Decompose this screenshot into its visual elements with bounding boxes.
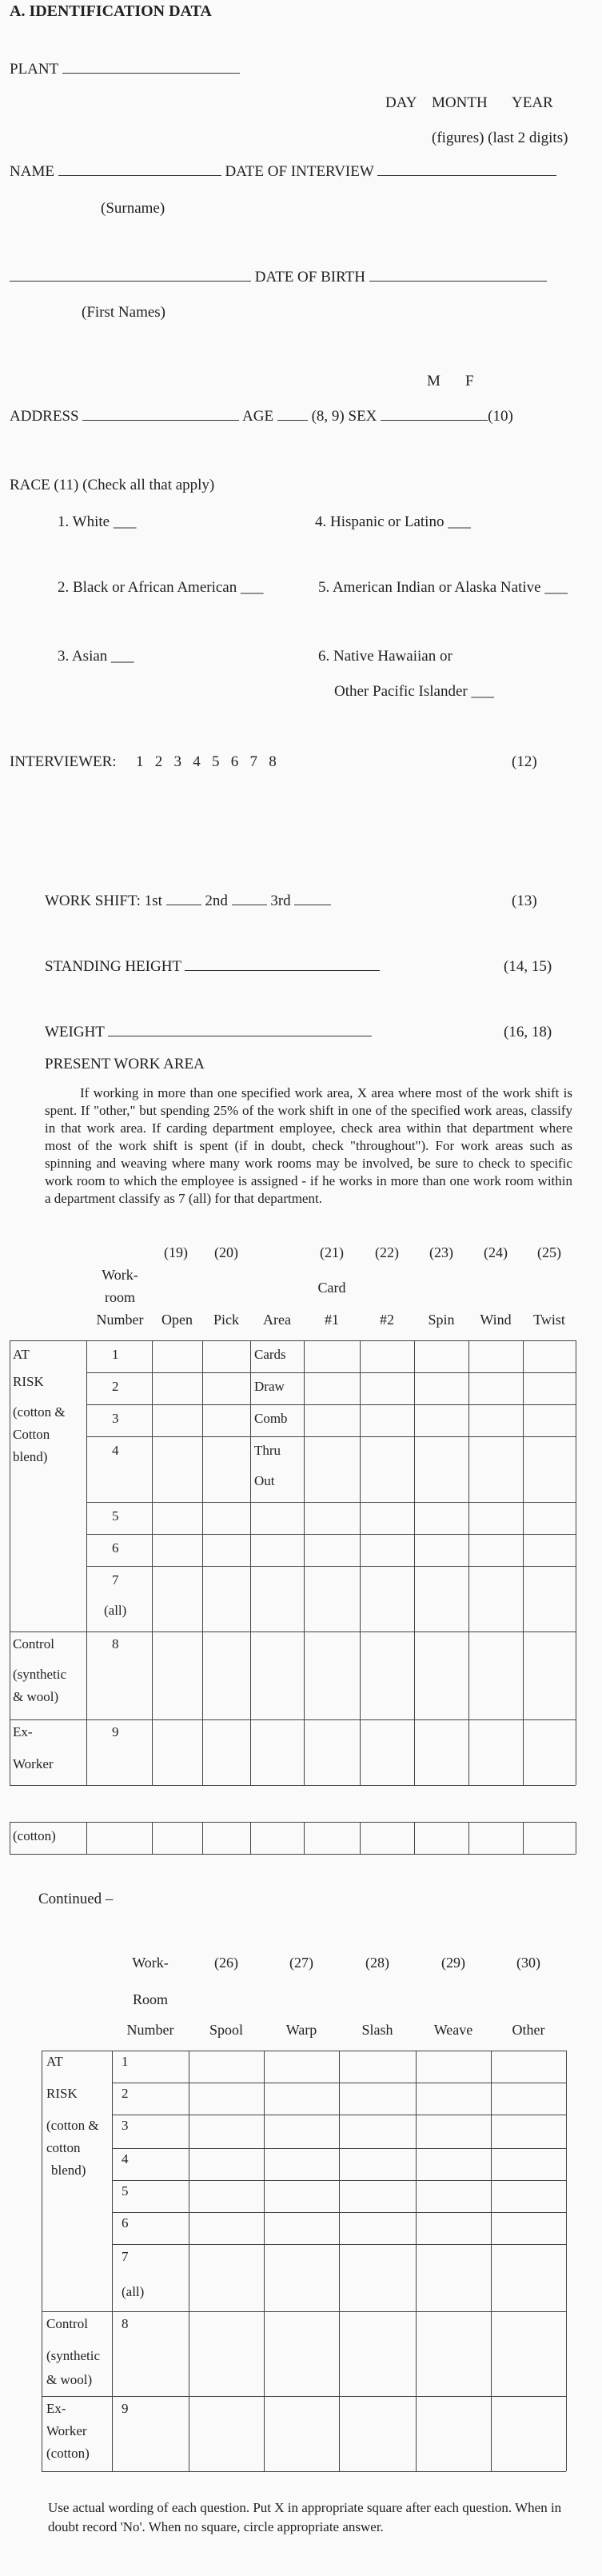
work-shift-code: (13) <box>512 893 537 909</box>
weight-input-line[interactable] <box>108 1035 372 1036</box>
race-option-native-hawaiian-cont: Other Pacific Islander ___ <box>334 683 494 700</box>
first-names-note: (First Names) <box>82 304 166 321</box>
t1-hdr-wind: Wind <box>480 1312 512 1328</box>
t1-hdr-room: room <box>105 1289 135 1305</box>
weight-code: (16, 18) <box>504 1024 552 1040</box>
date-year-label: YEAR <box>512 94 553 111</box>
t2-hdr-number: Number <box>126 2022 174 2038</box>
age-input-line[interactable] <box>277 419 308 421</box>
shift-2nd-label: 2nd <box>205 893 228 909</box>
t1-code-20: (20) <box>214 1244 238 1260</box>
t2-group-cotton-and: (cotton & <box>46 2118 99 2133</box>
shift-3rd-input-line[interactable] <box>294 904 331 905</box>
t2-group-synthetic: (synthetic <box>46 2348 101 2363</box>
standing-height-label: STANDING HEIGHT <box>45 958 181 975</box>
t1-group-blend: blend) <box>13 1449 48 1464</box>
date-day-label: DAY <box>385 94 417 111</box>
t1-row-6: 6 <box>112 1540 119 1556</box>
work-shift-label: WORK SHIFT: 1st <box>45 893 162 909</box>
t2-group-wool: & wool) <box>46 2372 93 2387</box>
t1-code-22: (22) <box>375 1244 399 1260</box>
surname-input-line[interactable] <box>58 174 221 176</box>
t2-group-cotton: cotton <box>46 2140 81 2155</box>
age-label: AGE <box>242 408 274 425</box>
t2-row-all: (all) <box>122 2284 145 2299</box>
t2-group-control: Control <box>46 2316 88 2331</box>
sex-label: (8, 9) SEX <box>311 408 377 425</box>
sex-f-label: F <box>465 373 474 389</box>
t2-group-cotton-ex: (cotton) <box>46 2446 90 2461</box>
t1-group-at: AT <box>13 1347 30 1362</box>
race-label: RACE (11) (Check all that apply) <box>10 477 215 493</box>
t2-row-4: 4 <box>122 2151 129 2167</box>
t2-group-blend: blend) <box>51 2163 86 2178</box>
date-of-birth-label: DATE OF BIRTH <box>254 269 365 286</box>
sex-code: (10) <box>488 408 513 425</box>
date-of-interview-input-line[interactable] <box>377 174 556 176</box>
t1-group-cotton: Cotton <box>13 1427 50 1442</box>
t1-area-draw: Draw <box>254 1379 285 1394</box>
t2-group-risk: RISK <box>46 2086 78 2101</box>
t2-hdr-room: Room <box>132 1991 168 2007</box>
t1-area-comb: Comb <box>254 1411 288 1426</box>
t1-row-5: 5 <box>112 1508 119 1524</box>
shift-1st-input-line[interactable] <box>166 904 201 905</box>
t1-area-out: Out <box>254 1473 275 1488</box>
race-option-black[interactable]: 2. Black or African American ___ <box>58 579 264 596</box>
t1-code-21: (21) <box>320 1244 344 1260</box>
plant-field <box>10 61 240 79</box>
t2-row-8: 8 <box>122 2316 129 2331</box>
t1-hdr-pick: Pick <box>213 1312 239 1328</box>
plant-label: PLANT <box>10 61 58 78</box>
t1-group-worker: Worker <box>13 1756 54 1771</box>
interviewer-label: INTERVIEWER: <box>10 753 117 770</box>
address-input-line[interactable] <box>82 419 239 421</box>
date-month-label: MONTH <box>432 94 488 111</box>
footer-instruction-note: Use actual wording of each question. Put X in appropriate square after each question. When in doubt record 'No'. When no square, circle appropriate answer. <box>48 2500 562 2534</box>
t1-hdr-area: Area <box>263 1312 291 1328</box>
standing-height-code: (14, 15) <box>504 958 552 975</box>
t1-group-cotton-strip: (cotton) <box>13 1828 56 1843</box>
first-name-row <box>10 269 547 287</box>
work-shift-row <box>45 893 331 911</box>
date-of-interview-label: DATE OF INTERVIEW <box>225 163 374 180</box>
address-label: ADDRESS <box>10 408 79 425</box>
t1-hdr-spin: Spin <box>428 1312 455 1328</box>
t1-hdr-work: Work- <box>102 1267 138 1283</box>
t2-code-27: (27) <box>289 1955 313 1971</box>
t2-hdr-spool: Spool <box>209 2022 243 2038</box>
t2-row-7: 7 <box>122 2249 129 2264</box>
t1-group-wool: & wool) <box>13 1689 59 1704</box>
t1-group-synthetic: (synthetic <box>13 1667 67 1682</box>
t1-row-4: 4 <box>112 1443 119 1458</box>
t2-code-28: (28) <box>365 1955 389 1971</box>
t1-row-all: (all) <box>104 1603 127 1618</box>
t2-code-26: (26) <box>214 1955 238 1971</box>
t1-code-23: (23) <box>429 1244 453 1260</box>
t1-row-1: 1 <box>112 1347 119 1362</box>
t1-code-25: (25) <box>537 1244 561 1260</box>
shift-3rd-label: 3rd <box>270 893 291 909</box>
t2-row-1: 1 <box>122 2054 129 2069</box>
t2-hdr-warp: Warp <box>285 2022 317 2038</box>
t1-group-cotton-and: (cotton & <box>13 1404 66 1420</box>
t1-row-7: 7 <box>112 1572 119 1588</box>
t1-area-cards: Cards <box>254 1347 286 1362</box>
t1-row-9: 9 <box>112 1724 119 1739</box>
surname-note: (Surname) <box>101 200 165 217</box>
t1-code-24: (24) <box>484 1244 508 1260</box>
continued-label: Continued – <box>38 1891 114 1907</box>
plant-input-line[interactable] <box>62 72 240 74</box>
t1-row-3: 3 <box>112 1411 119 1426</box>
t1-hdr-open: Open <box>161 1312 193 1328</box>
t2-hdr-other: Other <box>512 2022 545 2038</box>
t1-hdr-card: Card <box>317 1280 346 1296</box>
t1-row-8: 8 <box>112 1636 119 1651</box>
t2-code-30: (30) <box>516 1955 540 1971</box>
race-option-american-indian[interactable]: 5. American Indian or Alaska Native ___ <box>318 579 568 596</box>
section-title: A. IDENTIFICATION DATA <box>10 2 212 20</box>
t1-hdr-card-2: #2 <box>380 1312 394 1328</box>
sex-m-label: M <box>427 373 441 389</box>
standing-height-input-line[interactable] <box>185 969 380 971</box>
weight-label: WEIGHT <box>45 1024 105 1040</box>
t1-row-2: 2 <box>112 1379 119 1394</box>
t1-area-thru: Thru <box>254 1443 281 1458</box>
race-option-hispanic[interactable]: 4. Hispanic or Latino ___ <box>315 513 471 530</box>
shift-2nd-input-line[interactable] <box>232 904 267 905</box>
name-label: NAME <box>10 163 54 180</box>
t1-group-control: Control <box>13 1636 54 1651</box>
t2-group-worker: Worker <box>46 2423 87 2438</box>
t2-row-2: 2 <box>122 2086 129 2101</box>
first-names-input-line[interactable] <box>10 280 251 282</box>
t2-hdr-weave: Weave <box>433 2022 473 2038</box>
interviewer-numbers[interactable]: 1 2 3 4 5 6 7 8 <box>136 753 277 770</box>
t1-hdr-twist: Twist <box>533 1312 565 1328</box>
present-work-area-title: PRESENT WORK AREA <box>45 1056 205 1072</box>
interviewer-code: (12) <box>512 753 537 770</box>
date-of-birth-input-line[interactable] <box>369 280 547 282</box>
t1-hdr-card-1: #1 <box>325 1312 339 1328</box>
name-row <box>10 163 556 182</box>
t1-code-19: (19) <box>164 1244 188 1260</box>
t2-group-ex: Ex- <box>46 2401 66 2416</box>
t1-group-ex: Ex- <box>13 1724 33 1739</box>
t2-row-6: 6 <box>122 2215 129 2231</box>
t2-group-at: AT <box>46 2054 63 2069</box>
weight-row <box>45 1024 372 1042</box>
standing-height-row <box>45 958 380 976</box>
t2-hdr-slash: Slash <box>361 2022 393 2038</box>
t2-code-29: (29) <box>441 1955 465 1971</box>
race-option-native-hawaiian[interactable]: 6. Native Hawaiian or <box>318 648 452 665</box>
present-work-area-instructions: If working in more than one specified work area, X area where most of the work shift is spent. If "other," but spending 25% of the work shift in one of the specified work areas, classify in that work area. If carding department employee, check area within that department where most of the work shift is spent (if in doubt, check "throughout"). For work areas such as spinning and weaving where many work rooms may be involved, be sure to check to specific work room to which the employee is assigned - if he works in more than one work room within a department classify as 7 (all) for that department. <box>45 1085 572 1206</box>
t2-row-5: 5 <box>122 2183 129 2199</box>
t2-hdr-work: Work- <box>132 1955 169 1971</box>
address-row <box>10 408 513 426</box>
race-option-white[interactable]: 1. White ___ <box>58 513 137 530</box>
date-format-note: (figures) (last 2 digits) <box>432 130 568 146</box>
sex-input-line[interactable] <box>381 419 488 421</box>
t1-hdr-number: Number <box>96 1312 144 1328</box>
t2-row-3: 3 <box>122 2118 129 2133</box>
race-option-asian[interactable]: 3. Asian ___ <box>58 648 134 665</box>
t1-group-risk: RISK <box>13 1374 44 1389</box>
t2-row-9: 9 <box>122 2401 129 2416</box>
